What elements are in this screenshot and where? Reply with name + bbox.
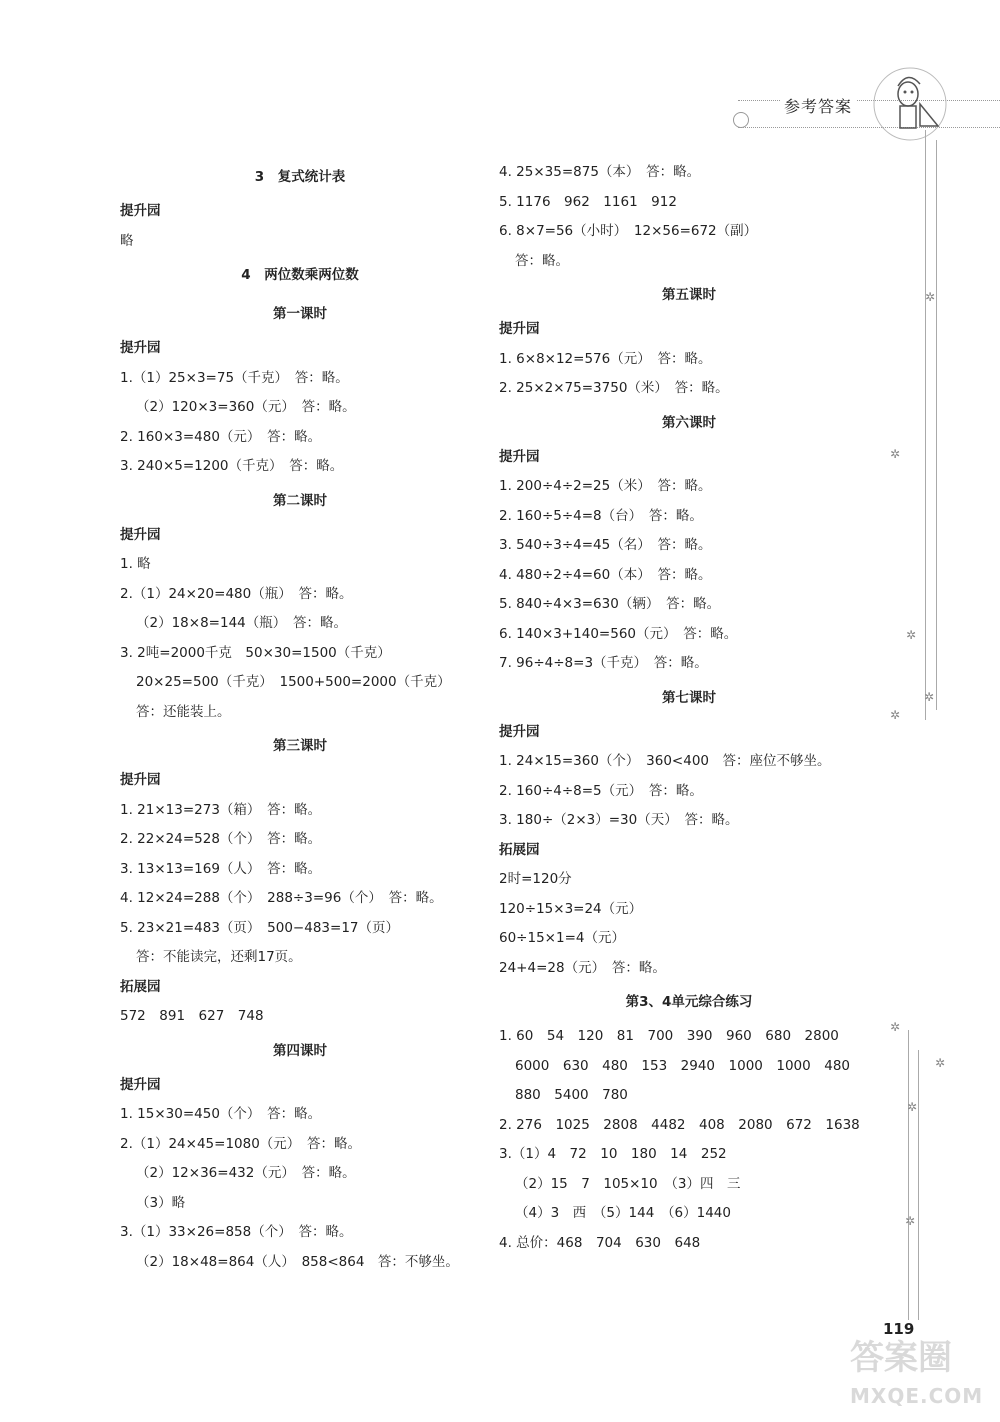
answer-line: 1. 15×30=450（个） 答：略。 [120,1106,322,1122]
answer-line: 2. 25×2×75=3750（米） 答：略。 [499,380,729,396]
subsection-label: 拓展园 [120,978,161,995]
answer-line: 答：略。 [515,252,569,269]
watermark-url: MXQE.COM [850,1384,984,1408]
answer-line: （2）18×8=144（瓶） 答：略。 [136,615,347,631]
answer-line: （2）18×48=864（人） 858<864 答：不够坐。 [136,1253,459,1270]
section-heading: 第四课时 [273,1042,327,1059]
answer-line: 3. 540÷3÷4=45（名） 答：略。 [499,537,712,553]
subsection-label: 提升园 [120,526,161,543]
page-number: 119 [883,1320,915,1338]
answer-line: 2. 160×3=480（元） 答：略。 [120,428,322,445]
answer-line: 1. 24×15=360（个） 360<400 答：座位不够坐。 [499,753,831,769]
section-heading: 第五课时 [662,287,716,303]
answer-line: 60÷15×1=4（元） [499,930,625,946]
answer-line: 4. 480÷2÷4=60（本） 答：略。 [499,566,712,583]
watermark-text: 答案圈 [850,1338,952,1378]
answer-line: 1. 6×8×12=576（元） 答：略。 [499,350,712,367]
answer-line: 3. 2吨=2000千克 50×30=1500（千克） [120,644,391,661]
margin-line [908,1030,909,1320]
mascot-illustration-icon [870,64,950,144]
section-heading: 4 两位数乘两位数 [241,267,359,283]
answer-line: 1.（1）25×3=75（千克） 答：略。 [120,369,349,386]
subsection-label: 提升园 [120,203,161,219]
answer-line: 5. 23×21=483（页） 500−483=17（页） [120,919,400,936]
page-header-title: 参考答案 [780,94,856,117]
subsection-label: 提升园 [499,723,540,740]
section-heading: 第三课时 [273,738,327,754]
answer-line: 2. 160÷5÷4=8（台） 答：略。 [499,507,703,524]
answer-line: 572 891 627 748 [120,1008,264,1024]
subsection-label: 提升园 [120,1076,161,1093]
answer-line: 2时=120分 [499,871,572,887]
answer-column-right [499,158,879,1258]
section-heading: 第六课时 [662,414,716,431]
section-heading: 第七课时 [662,689,716,706]
section-heading: 第一课时 [273,306,327,322]
answer-line: 1. 21×13=273（箱） 答：略。 [120,801,322,818]
star-icon: ✲ [905,1214,916,1228]
star-icon: ✲ [907,1100,918,1114]
star-icon: ✲ [924,690,935,704]
answer-line: 3. 13×13=169（人） 答：略。 [120,860,322,877]
answer-line: （4）3 西 （5）144 （6）1440 [515,1205,731,1221]
header-rule [738,100,1000,128]
answer-line: 3. 240×5=1200（千克） 答：略。 [120,458,344,474]
margin-line [925,130,926,720]
subsection-label: 提升园 [499,321,540,337]
answer-line: 6000 630 480 153 2940 1000 1000 480 [515,1057,850,1074]
answer-line: 120÷15×3=24（元） [499,900,643,917]
answer-line: 3.（1）4 72 10 180 14 252 [499,1146,727,1162]
answer-line: 1. 60 54 120 81 700 390 960 680 2800 [499,1028,839,1044]
subsection-label: 提升园 [499,448,540,465]
answer-line: 答：还能装上。 [136,703,231,720]
answer-line: 880 5400 780 [515,1087,628,1103]
answer-line: 3.（1）33×26=858（个） 答：略。 [120,1224,353,1240]
answer-line: 略 [120,232,134,249]
answer-line: 答：不能读完，还剩17页。 [136,949,302,965]
subsection-label: 提升园 [120,772,161,788]
answer-line: 2. 22×24=528（个） 答：略。 [120,831,322,847]
star-icon: ✲ [906,628,917,642]
star-icon: ✲ [935,1056,946,1070]
subsection-label: 拓展园 [499,841,540,858]
star-icon: ✲ [890,708,901,722]
answer-line: （3）略 [136,1194,186,1211]
answer-line: 5. 1176 962 1161 912 [499,193,677,210]
answer-line: 20×25=500（千克） 1500+500=2000（千克） [136,674,451,690]
answer-line: （2）120×3=360（元） 答：略。 [136,399,356,415]
watermark-logo [850,1330,1000,1420]
answer-line: 6. 140×3+140=560（元） 答：略。 [499,625,738,642]
answer-line: 4. 25×35=875（本） 答：略。 [499,164,701,180]
header-swirl-ornament [733,112,749,128]
answer-line: （2）12×36=432（元） 答：略。 [136,1165,356,1181]
answer-line: 2.（1）24×20=480（瓶） 答：略。 [120,585,353,602]
answer-line: 4. 总价：468 704 630 648 [499,1234,701,1251]
section-heading: 第3、4单元综合练习 [625,994,753,1010]
answer-line: 1. 略 [120,556,151,572]
section-heading: 3 复式统计表 [254,169,346,185]
margin-line [936,140,937,710]
answer-line: 1. 200÷4÷2=25（米） 答：略。 [499,478,712,494]
answer-line: 3. 180÷（2×3）=30（天） 答：略。 [499,812,739,828]
answer-column-left [120,158,480,1277]
answer-line: 2.（1）24×45=1080（元） 答：略。 [120,1135,362,1152]
section-heading: 第二课时 [273,492,327,509]
answer-line: 4. 12×24=288（个） 288÷3=96（个） 答：略。 [120,890,443,906]
star-icon: ✲ [890,1020,901,1034]
star-icon: ✲ [890,447,901,461]
answer-line: 2. 276 1025 2808 4482 408 2080 672 1638 [499,1116,860,1133]
answer-line: 5. 840÷4×3=630（辆） 答：略。 [499,596,721,612]
answer-line: （2）15 7 105×10 （3）四 三 [515,1175,741,1192]
answer-line: 24+4=28（元） 答：略。 [499,959,666,976]
subsection-label: 提升园 [120,340,161,356]
answer-line: 7. 96÷4÷8=3（千克） 答：略。 [499,655,708,671]
margin-line [918,1050,919,1320]
answer-line: 2. 160÷4÷8=5（元） 答：略。 [499,782,703,799]
answer-line: 6. 8×7=56（小时） 12×56=672（副） [499,223,758,239]
star-icon: ✲ [925,290,936,304]
